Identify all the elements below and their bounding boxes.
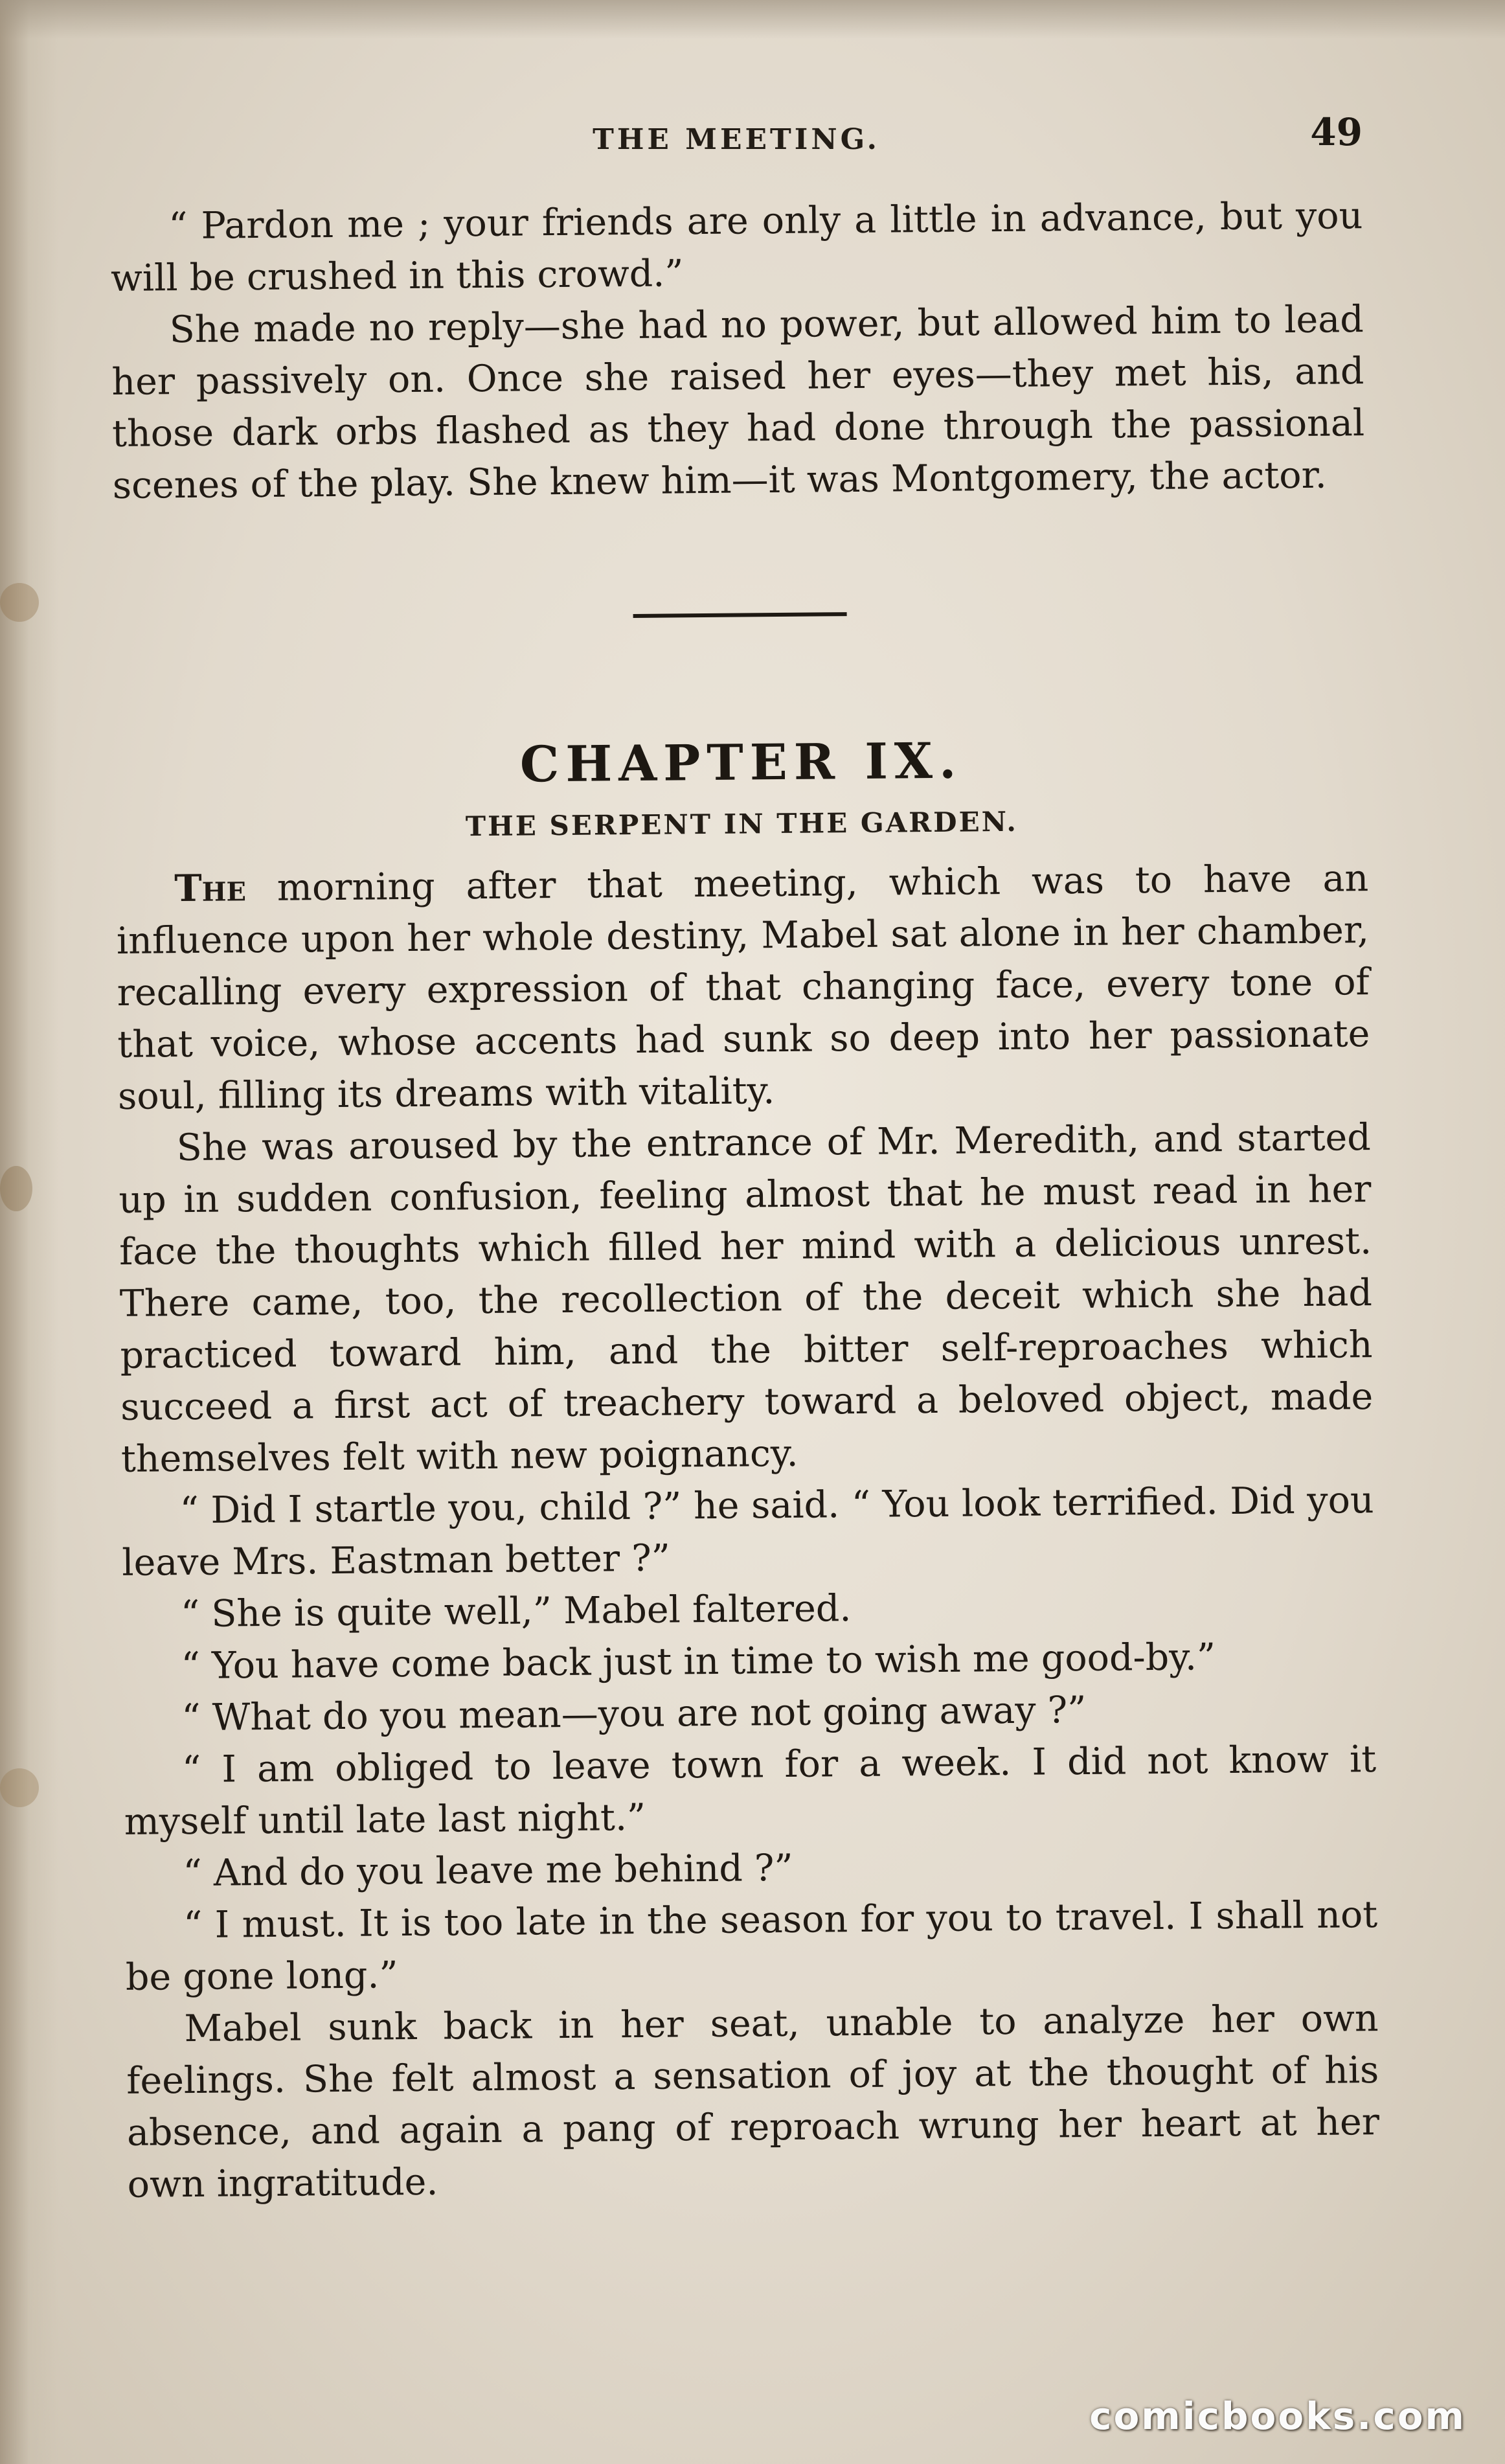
running-title: THE MEETING. xyxy=(593,123,880,156)
paragraph: Mabel sunk back in her seat, unable to analyze her own feelings. She felt almost a sensation of joy at the thought of his absence, and again a pang of reproach wrung her heart at her own ingratitude. xyxy=(126,1997,1380,2206)
paragraph: “ And do you leave me behind ?” xyxy=(183,1846,793,1895)
paragraph: “ I am obliged to leave town for a week. I did not know it myself until late last night.” xyxy=(124,1738,1377,1843)
watermark: comicbooks.com xyxy=(1089,2394,1466,2438)
text-block xyxy=(110,190,1380,2211)
paragraph: “ What do you mean—you are not going away ?” xyxy=(181,1688,1087,1740)
paragraph: “ She is quite well,” Mabel faltered. xyxy=(180,1587,852,1636)
paragraph: She was aroused by the entrance of Mr. Meredith, and started up in sudden confusion, feeling almost that he must read in her face the thoughts which filled her mind with a delicious unrest. There came, too, the recollection of the deceit which she had practiced toward him, and the bitter self-reproaches which succeed a first act of treachery toward a beloved object, made themselves felt with new poignancy. xyxy=(119,1116,1374,1481)
paper-stain xyxy=(0,583,39,622)
chapter-title: CHAPTER IX. xyxy=(519,731,963,793)
chapter-subtitle: THE SERPENT IN THE GARDEN. xyxy=(465,805,1019,843)
paragraph: “ Pardon me ; your friends are only a little in advance, but you will be crushed in this crowd.” xyxy=(110,194,1363,300)
page-top-shadow xyxy=(0,0,1505,39)
paragraph: “ Did I startle you, child ?” he said. “ You look terrified. Did you leave Mrs. Eastman better ?” xyxy=(122,1479,1374,1584)
page-number: 49 xyxy=(1310,110,1363,154)
paragraph: She made no reply—she had no power, but allowed him to lead her passively on. Once she raised her eyes—they met his, and those dark orbs flashed as they had done through the passional scenes of the play. She knew him—it was Montgomery, the actor. xyxy=(111,298,1365,507)
paper-stain xyxy=(0,1768,39,1807)
page-header xyxy=(110,110,1363,168)
paragraph: “ I must. It is too late in the season for you to travel. I shall not be gone long.” xyxy=(125,1893,1378,1999)
lead-word: The xyxy=(174,866,247,911)
page-edge-shadow xyxy=(0,0,58,2464)
first-paragraph xyxy=(116,852,1370,1123)
first-paragraph-text: morning after that meeting, which was to have an influence upon her whole destiny, Mabel sat alone in her chamber, recalling every expression of that changing face, every tone of that voice, whose accents had sunk so deep into her passionate soul, filling its dreams with vitality. xyxy=(116,857,1370,1118)
section-rule xyxy=(633,612,847,618)
paragraph: “ You have come back just in time to wish me good-by.” xyxy=(181,1636,1216,1688)
paper-stain xyxy=(0,1166,32,1211)
